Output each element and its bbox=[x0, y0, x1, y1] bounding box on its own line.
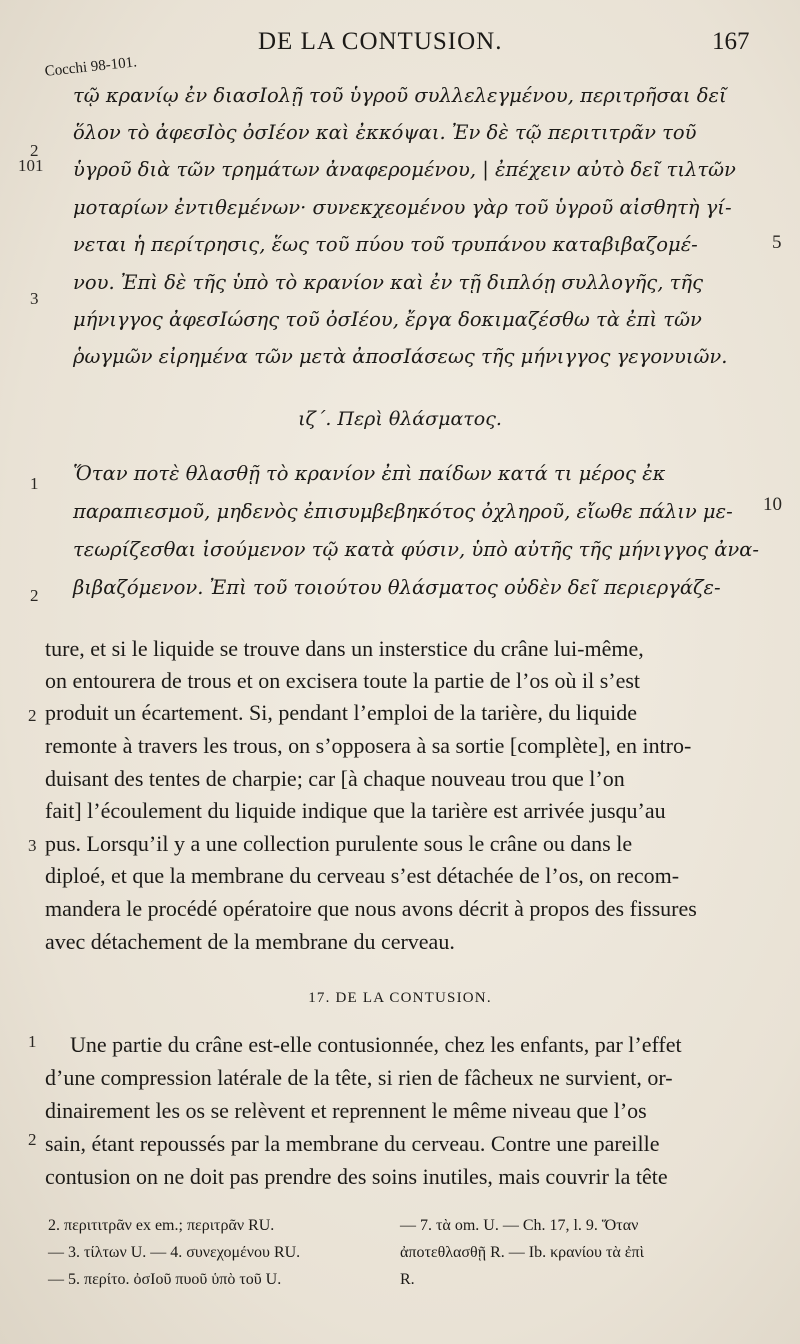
french-line: on entourera de trous et on excisera toute la partie de l’os où il s’est bbox=[45, 668, 641, 693]
margin-number: 2 bbox=[30, 586, 39, 605]
greek-line: βιβαζόμενον. Ἐπὶ τοῦ τοιούτου θλάσματος οὐδὲν δεῖ περιεργάζε- bbox=[73, 576, 721, 599]
greek-line: νεται ἡ περίτρησις, ἕως τοῦ πύου τοῦ τρυπάνου καταβιβαζομέ- bbox=[73, 233, 698, 256]
french-line: diploé, et que la membrane du cerveau s’est détachée de l’os, on recom- bbox=[45, 863, 680, 888]
margin-number: 3 bbox=[28, 836, 37, 855]
greek-line: ὑγροῦ διὰ τῶν τρημάτων ἀναφερομένου, | ἐπέχειν αὐτὸ δεῖ τιλτῶν bbox=[73, 158, 736, 181]
margin-number: 101 bbox=[18, 156, 44, 175]
french-line: Une partie du crâne est-elle contusionnée, chez les enfants, par l’effet bbox=[70, 1032, 682, 1057]
french-line: contusion on ne doit pas prendre des soins inutiles, mais couvrir la tête bbox=[45, 1164, 668, 1189]
french-line: avec détachement de la membrane du cerveau. bbox=[45, 929, 455, 954]
margin-number: 2 bbox=[28, 1130, 37, 1149]
french-line: remonte à travers les trous, on s’opposera à sa sortie [complète], en intro- bbox=[45, 733, 692, 758]
page-number: 167 bbox=[712, 28, 750, 55]
greek-line: παραπιεσμοῦ, μηδενὸς ἐπισυμβεβηκότος ὀχληροῦ, εἴωθε πάλιν με- bbox=[73, 500, 733, 523]
line-number-right: 10 bbox=[763, 494, 782, 515]
margin-number: 3 bbox=[30, 289, 39, 308]
french-line: pus. Lorsqu’il y a une collection purulente sous le crâne ou dans le bbox=[45, 831, 633, 856]
footnote-line: ἀποτεθλασθῇ R. — Ib. κρανίου τὰ ἐπὶ bbox=[400, 1244, 644, 1261]
french-line: mandera le procédé opératoire que nous avons décrit à propos des fissures bbox=[45, 896, 697, 921]
french-line: produit un écartement. Si, pendant l’emploi de la tarière, du liquide bbox=[45, 700, 637, 725]
greek-line: τεωρίζεσθαι ἰσούμενον τῷ κατὰ φύσιν, ὑπὸ αὐτῆς τῆς μήνιγγος ἀνα- bbox=[73, 538, 760, 561]
line-number-right: 5 bbox=[772, 232, 782, 253]
french-line: ture, et si le liquide se trouve dans un insterstice du crâne lui-même, bbox=[45, 636, 644, 661]
greek-line: τῷ κρανίῳ ἐν διασΙολῇ τοῦ ὑγροῦ συλλελεγμένου, περιτρῆσαι δεῖ bbox=[73, 84, 727, 107]
greek-line: ῥωγμῶν εἰρημένα τῶν μετὰ ἀποσΙάσεως τῆς μήνιγγος γεγονυιῶν. bbox=[73, 345, 728, 368]
margin-number: 1 bbox=[30, 474, 39, 493]
greek-section-heading: ιζ΄. Περὶ θλάσματος. bbox=[298, 408, 502, 430]
footnote-line: 2. περιτιτρᾶν ex em.; περιτρᾶν RU. bbox=[48, 1217, 275, 1234]
footnote-line: — 3. τίλτων U. — 4. συνεχομένου RU. bbox=[48, 1244, 301, 1261]
greek-line: μήνιγγος ἀφεσΙώσης τοῦ ὀσΙέου, ἔργα δοκιμαζέσθω τὰ ἐπὶ τῶν bbox=[73, 308, 702, 331]
french-line: dinairement les os se relèvent et reprennent le même niveau que l’os bbox=[45, 1098, 647, 1123]
greek-line: μοταρίων ἐντιθεμένων· συνεκχεομένου γὰρ τοῦ ὑγροῦ αἰσθητὴ γί- bbox=[73, 196, 732, 219]
footnote-line: R. bbox=[400, 1271, 415, 1288]
footnote-line: — 7. τὰ om. U. — Ch. 17, l. 9. Ὅταν bbox=[400, 1217, 639, 1234]
running-title: DE LA CONTUSION. bbox=[258, 28, 503, 55]
greek-line: νου. Ἐπὶ δὲ τῆς ὑπὸ τὸ κρανίον καὶ ἐν τῇ διπλόῃ συλλογῆς, τῆς bbox=[73, 271, 704, 294]
greek-line: ὅλον τὸ ἀφεσΙὸς ὀσΙέον καὶ ἐκκόψαι. Ἐν δὲ τῷ περιτιτρᾶν τοῦ bbox=[73, 121, 697, 144]
french-line: sain, étant repoussés par la membrane du cerveau. Contre une pareille bbox=[45, 1131, 660, 1156]
greek-line: Ὅταν ποτὲ θλασθῇ τὸ κρανίον ἐπὶ παίδων κατά τι μέρος ἐκ bbox=[73, 462, 666, 485]
margin-number: 1 bbox=[28, 1032, 37, 1051]
margin-number: 2 bbox=[30, 141, 39, 160]
margin-number: 2 bbox=[28, 706, 37, 725]
page-header bbox=[0, 28, 800, 58]
french-line: d’une compression latérale de la tête, si rien de fâcheux ne survient, or- bbox=[45, 1065, 673, 1090]
french-section-heading: 17. DE LA CONTUSION. bbox=[308, 990, 492, 1006]
french-line: fait] l’écoulement du liquide indique que la tarière est arrivée jusqu’au bbox=[45, 798, 666, 823]
french-line: duisant des tentes de charpie; car [à chaque nouveau trou que l’on bbox=[45, 766, 625, 791]
cocchi-reference: Cocchi 98-101. bbox=[44, 54, 138, 80]
footnote-line: — 5. περίτο. ὀσΙοῦ πυοῦ ὑπὸ τοῦ U. bbox=[48, 1271, 282, 1288]
